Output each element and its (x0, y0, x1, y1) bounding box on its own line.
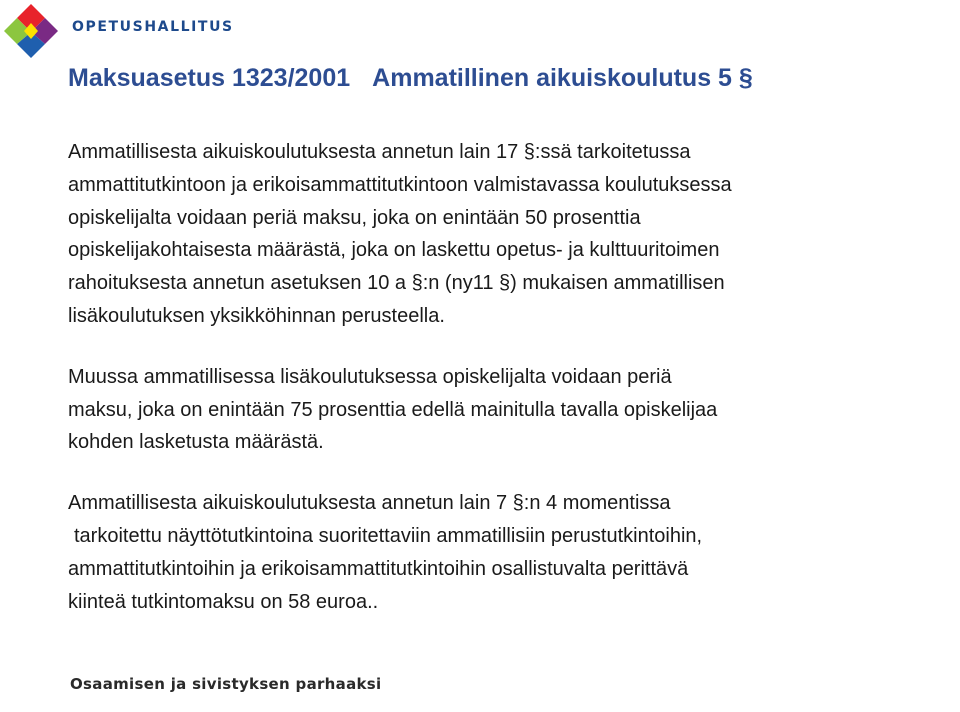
text-line: kohden lasketusta määrästä. (68, 431, 324, 454)
text-line: opiskelijakohtaisesta määrästä, joka on laskettu opetus- ja kulttuuritoimen (68, 239, 720, 262)
paragraph-1 (68, 136, 928, 333)
text-line: Ammatillisesta aikuiskoulutuksesta annetun lain 17 §:ssä tarkoitetussa (68, 141, 691, 163)
text-line: maksu, joka on enintään 75 prosenttia edellä mainitulla tavalla opiskelijaa (68, 398, 718, 421)
text-line: Ammatillisesta aikuiskoulutuksesta annetun lain 7 §:n 4 momentissa (68, 492, 671, 515)
title-regulation: Maksuasetus 1323/2001 (68, 64, 351, 92)
footer-slogan: Osaamisen ja sivistyksen parhaaksi (70, 675, 382, 693)
document-body (68, 136, 928, 618)
opetushallitus-logo-icon (2, 2, 60, 60)
text-line: rahoituksesta annetun asetuksen 10 a §:n (ny11 §) mukaisen ammatillisen (68, 272, 725, 295)
text-line: kiinteä tutkintomaksu on 58 euroa.. (68, 590, 379, 613)
organization-name: OPETUSHALLITUS (72, 19, 234, 35)
header (0, 0, 960, 60)
text-line: ammattitutkintoon ja erikoisammattitutkintoon valmistavassa koulutuksessa (68, 173, 732, 196)
text-line: Muussa ammatillisessa lisäkoulutuksessa opiskelijalta voidaan periä (68, 365, 672, 388)
text-line: tarkoitettu näyttötutkintoina suoritettaviin ammatillisiin perustutkintoihin, (74, 524, 703, 547)
text-line: opiskelijalta voidaan periä maksu, joka on enintään 50 prosenttia (68, 206, 641, 229)
text-line: lisäkoulutuksen yksikköhinnan perusteella. (68, 304, 445, 327)
page-title (68, 64, 753, 93)
text-line: ammattitutkintoihin ja erikoisammattitutkintoihin osallistuvalta perittävä (68, 557, 689, 580)
paragraph-3 (68, 487, 928, 618)
paragraph-2 (68, 361, 928, 459)
title-section: Ammatillinen aikuiskoulutus 5 § (372, 64, 753, 92)
